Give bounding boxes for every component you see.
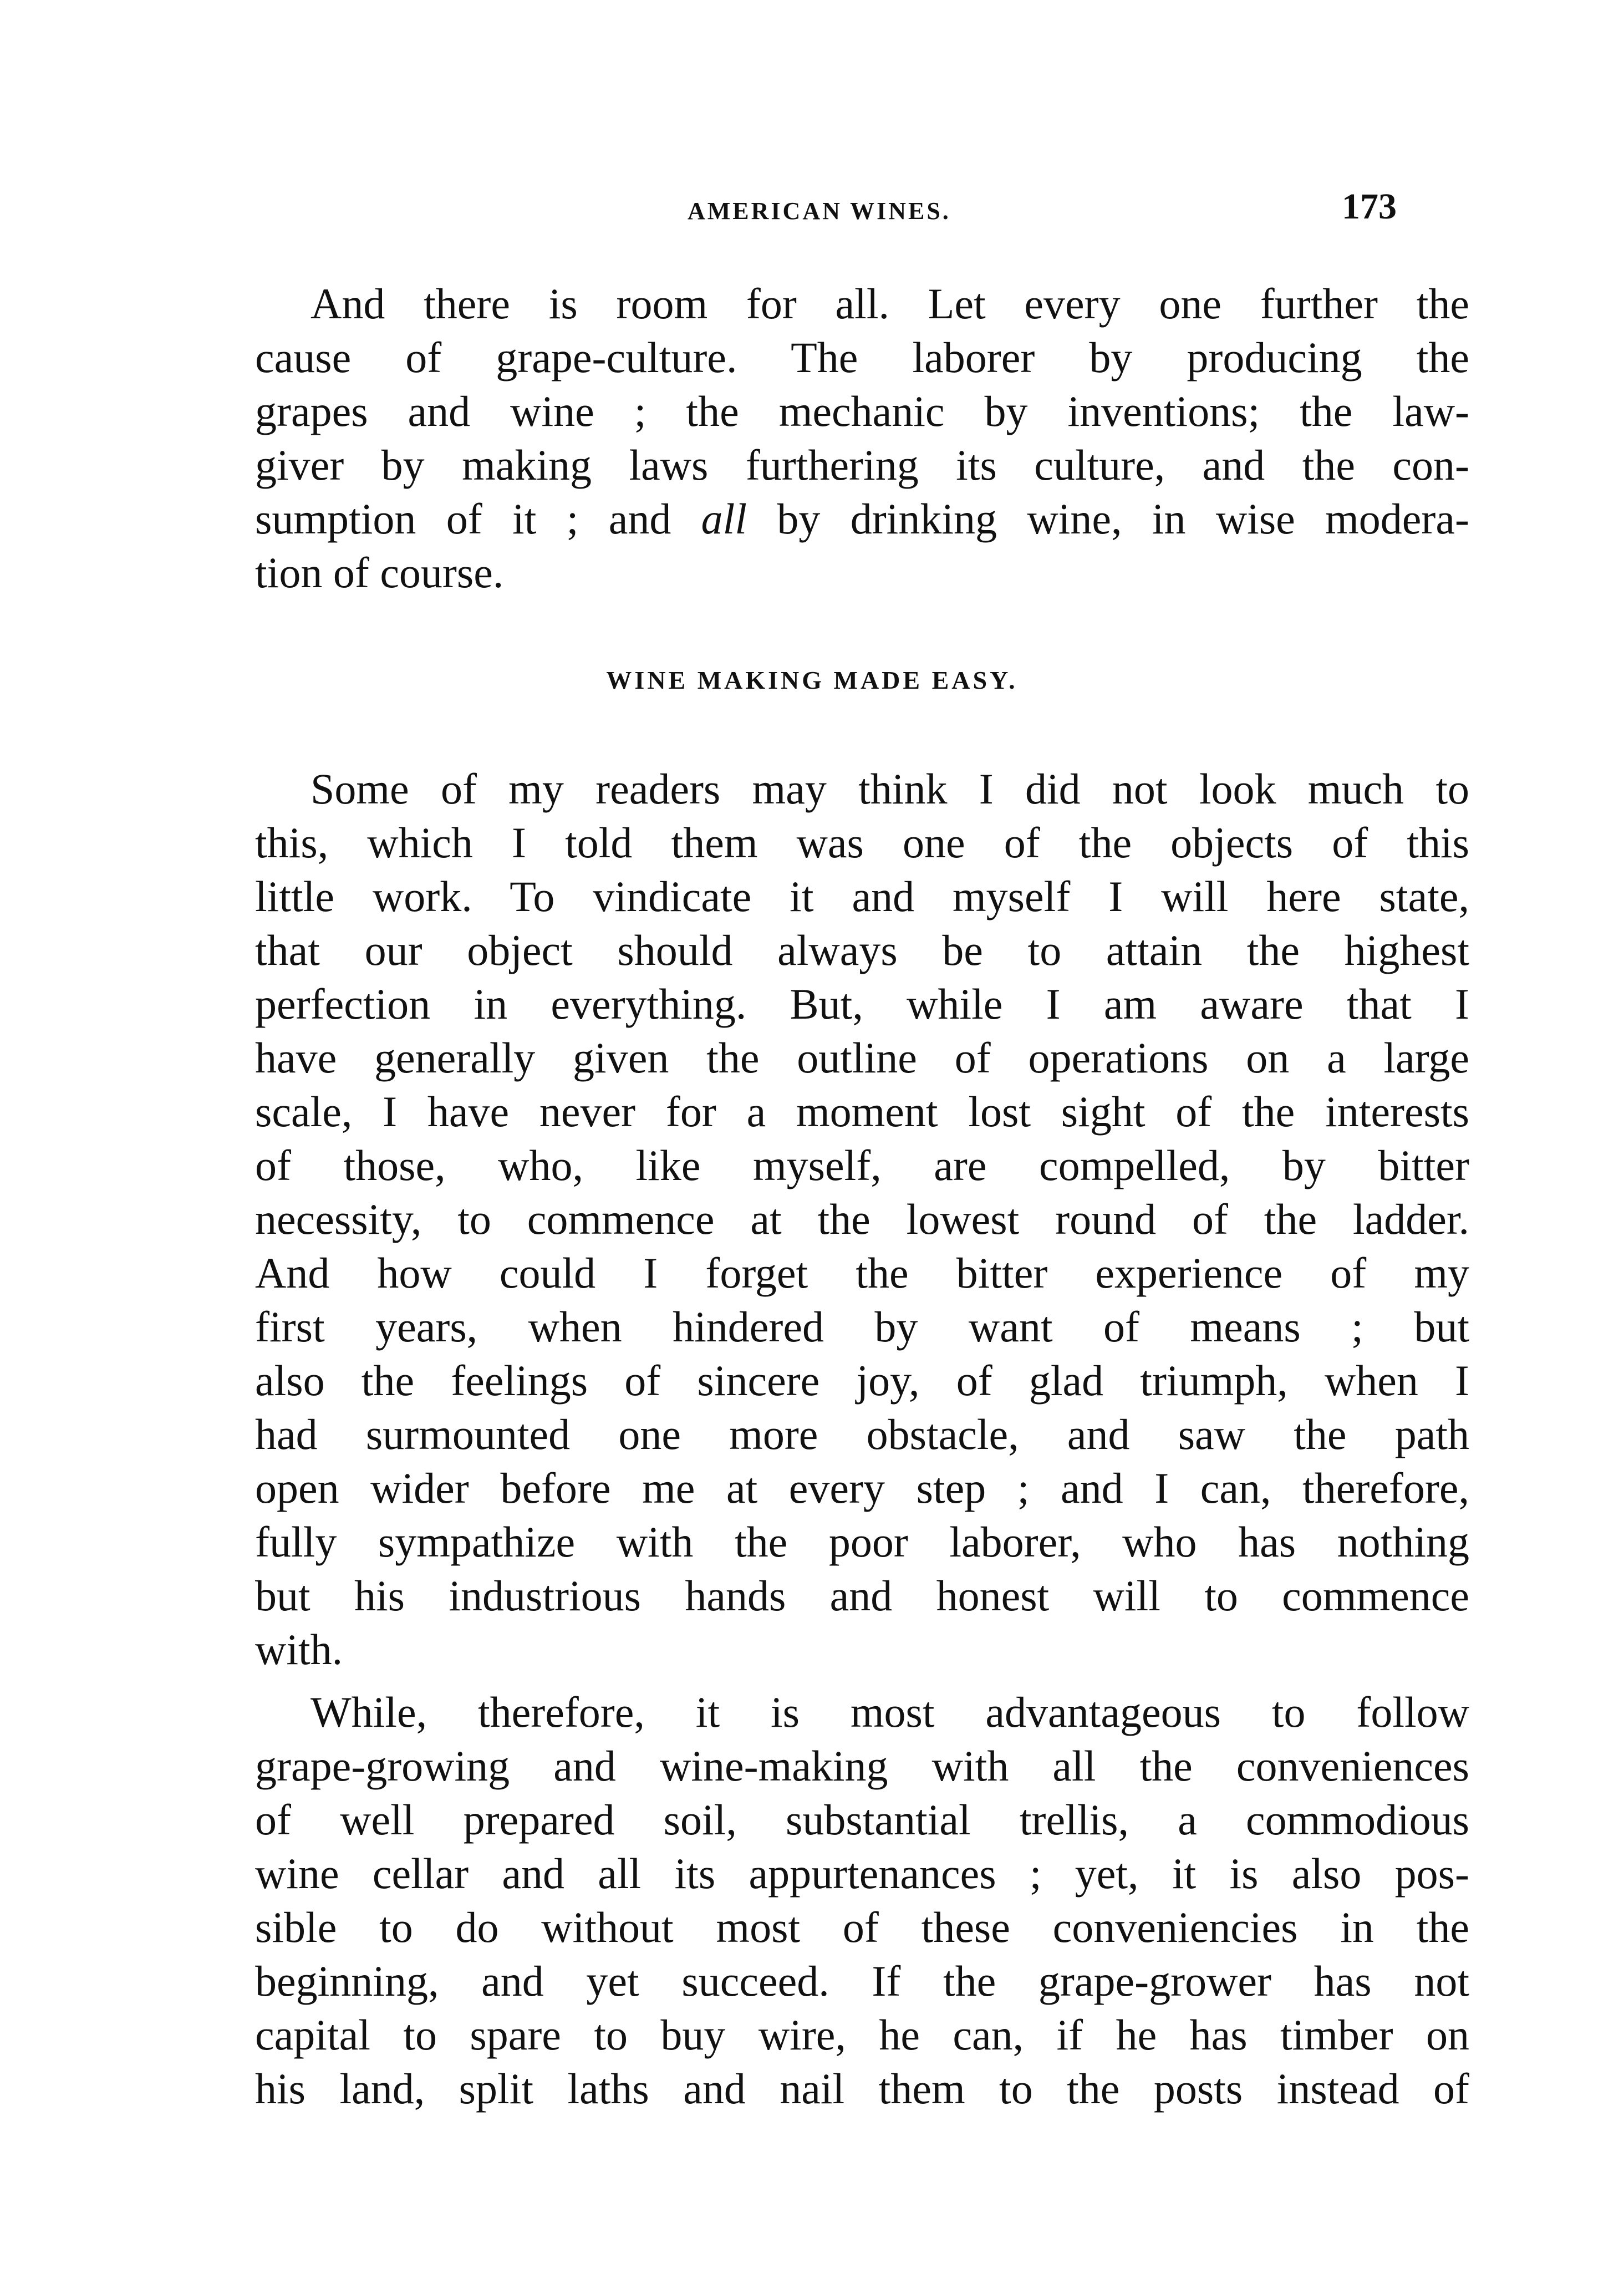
text-line: sible to do without most of these conveniencies in the <box>255 1903 1469 1951</box>
text-line: While, therefore, it is most advantageous to follow <box>310 1688 1469 1736</box>
text-line: giver by making laws furthering its culture, and the con- <box>255 441 1469 489</box>
section-heading: WINE MAKING MADE EASY. <box>606 666 1018 694</box>
text-line: beginning, and yet succeed. If the grape-grower has not <box>255 1957 1469 2005</box>
text-line: had surmounted one more obstacle, and saw the path <box>255 1410 1469 1458</box>
text-line: of well prepared soil, substantial trellis, a commodious <box>255 1795 1469 1844</box>
text-line: with. <box>255 1625 343 1674</box>
text-segment: by drinking wine, in wise modera- <box>747 495 1469 543</box>
text-line: perfection in everything. But, while I am aware that I <box>255 980 1469 1028</box>
text-line: his land, split laths and nail them to the posts instead of <box>255 2064 1469 2113</box>
running-head: AMERICAN WINES. <box>688 197 951 225</box>
text-line: fully sympathize with the poor laborer, who has nothing <box>255 1518 1469 1566</box>
text-line: open wider before me at every step ; and I can, therefore, <box>255 1464 1469 1512</box>
text-line: wine cellar and all its appurtenances ; yet, it is also pos- <box>255 1849 1469 1898</box>
text-line: tion of course. <box>255 548 504 597</box>
text-line: also the feelings of sincere joy, of glad triumph, when I <box>255 1356 1469 1405</box>
text-line: grapes and wine ; the mechanic by inventions; the law- <box>255 387 1469 435</box>
text-line: first years, when hindered by want of means ; but <box>255 1303 1469 1351</box>
emphasis: all <box>701 495 747 543</box>
text-line: Some of my readers may think I did not look much to <box>310 765 1469 813</box>
text-line: cause of grape-culture. The laborer by producing the <box>255 333 1469 382</box>
text-line: grape-growing and wine-making with all the conveniences <box>255 1742 1469 1790</box>
text-line: that our object should always be to attain the highest <box>255 926 1469 974</box>
text-line: little work. To vindicate it and myself I will here state, <box>255 872 1469 920</box>
text-line: of those, who, like myself, are compelled, by bitter <box>255 1141 1469 1189</box>
text-line: capital to spare to buy wire, he can, if he has timber on <box>255 2011 1469 2059</box>
text-line: scale, I have never for a moment lost sight of the interests <box>255 1087 1469 1136</box>
text-line: but his industrious hands and honest will to commence <box>255 1571 1469 1620</box>
page-number: 173 <box>1342 186 1397 227</box>
text-line: this, which I told them was one of the objects of this <box>255 818 1469 867</box>
text-line <box>255 492 1469 546</box>
text-segment: sumption of it ; and <box>255 495 701 543</box>
text-line: And there is room for all. Let every one further the <box>310 279 1469 328</box>
text-line: necessity, to commence at the lowest round of the ladder. <box>255 1195 1469 1243</box>
text-line: have generally given the outline of operations on a large <box>255 1034 1469 1082</box>
text-line: And how could I forget the bitter experience of my <box>255 1249 1469 1297</box>
